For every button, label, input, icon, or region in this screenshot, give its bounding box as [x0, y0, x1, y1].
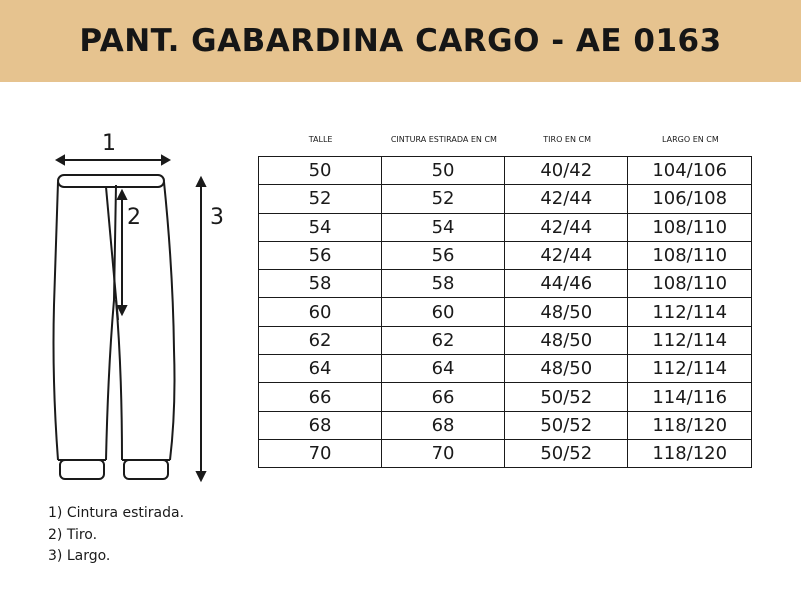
table-cell: 58	[259, 270, 382, 298]
column-header-talle: TALLE	[308, 134, 333, 144]
table-cell: 48/50	[505, 326, 628, 354]
table-cell: 66	[382, 383, 505, 411]
table-cell: 64	[382, 355, 505, 383]
table-cell: 106/108	[628, 185, 752, 213]
table-cell: 58	[382, 270, 505, 298]
table-cell: 42/44	[505, 213, 628, 241]
table-row	[259, 439, 752, 467]
table-row	[259, 185, 752, 213]
measurement-legend	[48, 503, 184, 568]
table-cell: 108/110	[628, 241, 752, 269]
table-cell: 48/50	[505, 355, 628, 383]
table-cell: 48/50	[505, 298, 628, 326]
table-cell: 70	[382, 439, 505, 467]
table-cell: 50/52	[505, 411, 628, 439]
table-cell: 60	[259, 298, 382, 326]
table-cell: 70	[259, 439, 382, 467]
table-cell: 68	[259, 411, 382, 439]
table-row	[259, 213, 752, 241]
table-cell: 50/52	[505, 439, 628, 467]
table-cell: 42/44	[505, 185, 628, 213]
legend-item: 1) Cintura estirada.	[48, 505, 185, 521]
page-title: PANT. GABARDINA CARGO - AE 0163	[79, 23, 722, 59]
measure-label-2: 2	[127, 205, 141, 230]
table-cell: 54	[259, 213, 382, 241]
pants-drawing	[40, 120, 240, 490]
table-cell: 40/42	[505, 157, 628, 185]
column-header-cintura: CINTURA ESTIRADA EN CM	[390, 134, 497, 144]
table-cell: 42/44	[505, 241, 628, 269]
legend-item: 3) Largo.	[48, 548, 111, 564]
table-cell: 118/120	[628, 439, 752, 467]
table-cell: 112/114	[628, 298, 752, 326]
table-cell: 104/106	[628, 157, 752, 185]
size-table	[258, 156, 752, 468]
table-column-headers	[259, 124, 752, 154]
rise-arrow	[118, 191, 126, 314]
header-banner	[0, 0, 801, 82]
table-cell: 68	[382, 411, 505, 439]
table-row	[259, 241, 752, 269]
table-cell: 62	[382, 326, 505, 354]
table-cell: 64	[259, 355, 382, 383]
table-row	[259, 326, 752, 354]
table-cell: 52	[382, 185, 505, 213]
table-cell: 112/114	[628, 326, 752, 354]
table-cell: 108/110	[628, 213, 752, 241]
measure-label-3: 3	[210, 205, 224, 230]
table-cell: 56	[259, 241, 382, 269]
table-cell: 52	[259, 185, 382, 213]
table-cell: 108/110	[628, 270, 752, 298]
table-cell: 50/52	[505, 383, 628, 411]
table-cell: 56	[382, 241, 505, 269]
pants-outline	[54, 175, 175, 479]
table-cell: 60	[382, 298, 505, 326]
table-cell: 114/116	[628, 383, 752, 411]
length-arrow	[197, 178, 205, 480]
table-cell: 62	[259, 326, 382, 354]
column-header-tiro: TIRO EN CM	[543, 134, 591, 144]
table-row	[259, 298, 752, 326]
table-row	[259, 355, 752, 383]
table-cell: 50	[382, 157, 505, 185]
measure-label-1: 1	[102, 131, 116, 156]
table-cell: 66	[259, 383, 382, 411]
waist-arrow	[57, 156, 169, 164]
table-row	[259, 383, 752, 411]
pants-diagram	[40, 120, 240, 490]
table-cell: 44/46	[505, 270, 628, 298]
table-row	[259, 270, 752, 298]
table-cell: 118/120	[628, 411, 752, 439]
table-cell: 112/114	[628, 355, 752, 383]
table-cell: 54	[382, 213, 505, 241]
legend-item: 2) Tiro.	[48, 526, 98, 543]
table-row	[259, 157, 752, 185]
table-cell: 50	[259, 157, 382, 185]
table-row	[259, 411, 752, 439]
column-header-largo: LARGO EN CM	[661, 134, 719, 144]
